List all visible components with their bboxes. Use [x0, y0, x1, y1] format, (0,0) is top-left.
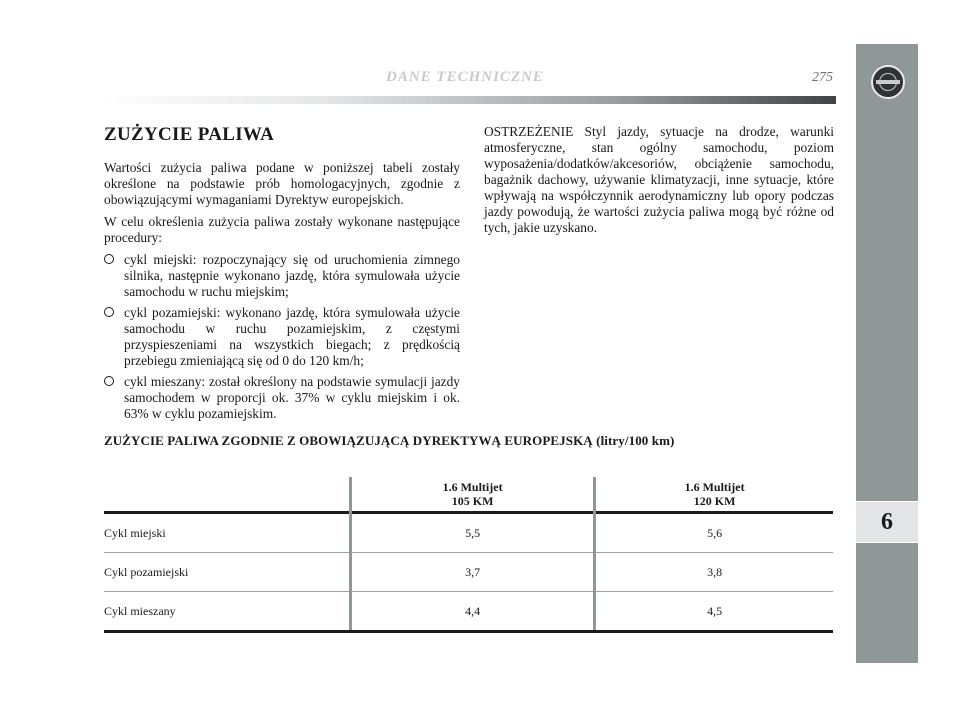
table-row — [104, 513, 833, 553]
table-cell: 4,5 — [595, 592, 833, 632]
chapter-number: 6 — [856, 501, 918, 543]
chapter-side-tab — [856, 44, 918, 663]
table-row — [104, 592, 833, 632]
row-label: Cykl miejski — [104, 513, 351, 553]
engine-power: 105 KM — [451, 494, 494, 508]
table-header-row — [104, 477, 833, 513]
page-number: 275 — [812, 70, 833, 85]
lancia-logo-icon — [871, 65, 905, 99]
list-item — [104, 374, 460, 422]
procedure-paragraph: W celu określenia zużycia paliwa zostały wykonane następujące procedury: — [104, 214, 460, 245]
circle-bullet-icon — [104, 307, 114, 317]
column-header — [351, 477, 595, 513]
table-cell: 4,4 — [351, 592, 595, 632]
logo-bar — [876, 80, 900, 84]
table-row — [104, 553, 833, 592]
list-item — [104, 252, 460, 300]
table-cell: 5,6 — [595, 513, 833, 553]
list-item-text: cykl miejski: rozpoczynający się od uruchomienia zimnego silnika, następnie wykonano jazdę, która symulowała użycie samochodu w ruchu miejskim; — [124, 252, 460, 299]
header-title: DANE TECHNICZNE — [386, 69, 544, 85]
engine-power: 120 KM — [693, 494, 736, 508]
column-header — [595, 477, 833, 513]
circle-bullet-icon — [104, 376, 114, 386]
list-item-text: cykl pozamiejski: wykonano jazdę, która symulowała użycie samochodu w ruchu pozamiejskim, z częstymi przyspieszeniami na wszystkich biegach; z prędkością przebiegu zmieniającą się od 0 do 120 km/h; — [124, 305, 460, 368]
left-column — [104, 160, 460, 427]
engine-name: 1.6 Multijet — [684, 480, 745, 494]
table-cell: 5,5 — [351, 513, 595, 553]
warning-paragraph: OSTRZEŻENIE Styl jazdy, sytuacje na drodze, warunki atmosferyczne, stan ogólny samochodu, poziom wyposażenia/dodatków/akcesoriów, obciążenie samochodu, bagażnik dachowy, używanie klimatyzacji, inne sytuacje, które wpływają na współczynnik aerodynamiczny lub opory podczas jazdy powodują, że wartości zużycia paliwa mogą być różne od tych, jakie uzyskano. — [484, 124, 834, 235]
engine-name: 1.6 Multijet — [442, 480, 503, 494]
header-empty-cell — [104, 477, 351, 513]
list-item-text: cykl mieszany: został określony na podstawie symulacji jazdy samochodem w proporcji ok. 37% w cyklu miejskim i ok. 63% w cyklu pozamiejskim. — [124, 374, 460, 421]
fuel-consumption-table — [104, 477, 833, 633]
cycle-list — [104, 252, 460, 422]
row-label: Cykl mieszany — [104, 592, 351, 632]
list-item — [104, 305, 460, 369]
header-rule — [100, 96, 836, 104]
table-cell: 3,7 — [351, 553, 595, 592]
section-title: ZUŻYCIE PALIWA — [104, 124, 275, 145]
intro-paragraph: Wartości zużycia paliwa podane w poniższej tabeli zostały określone na podstawie prób homologacyjnych, zgodnie z obowiązującymi wymaganiami Dyrektyw europejskich. — [104, 160, 460, 207]
row-label: Cykl pozamiejski — [104, 553, 351, 592]
table-title: ZUŻYCIE PALIWA ZGODNIE Z OBOWIĄZUJĄCĄ DYREKTYWĄ EUROPEJSKĄ (litry/100 km) — [104, 433, 675, 448]
table-cell: 3,8 — [595, 553, 833, 592]
circle-bullet-icon — [104, 254, 114, 264]
